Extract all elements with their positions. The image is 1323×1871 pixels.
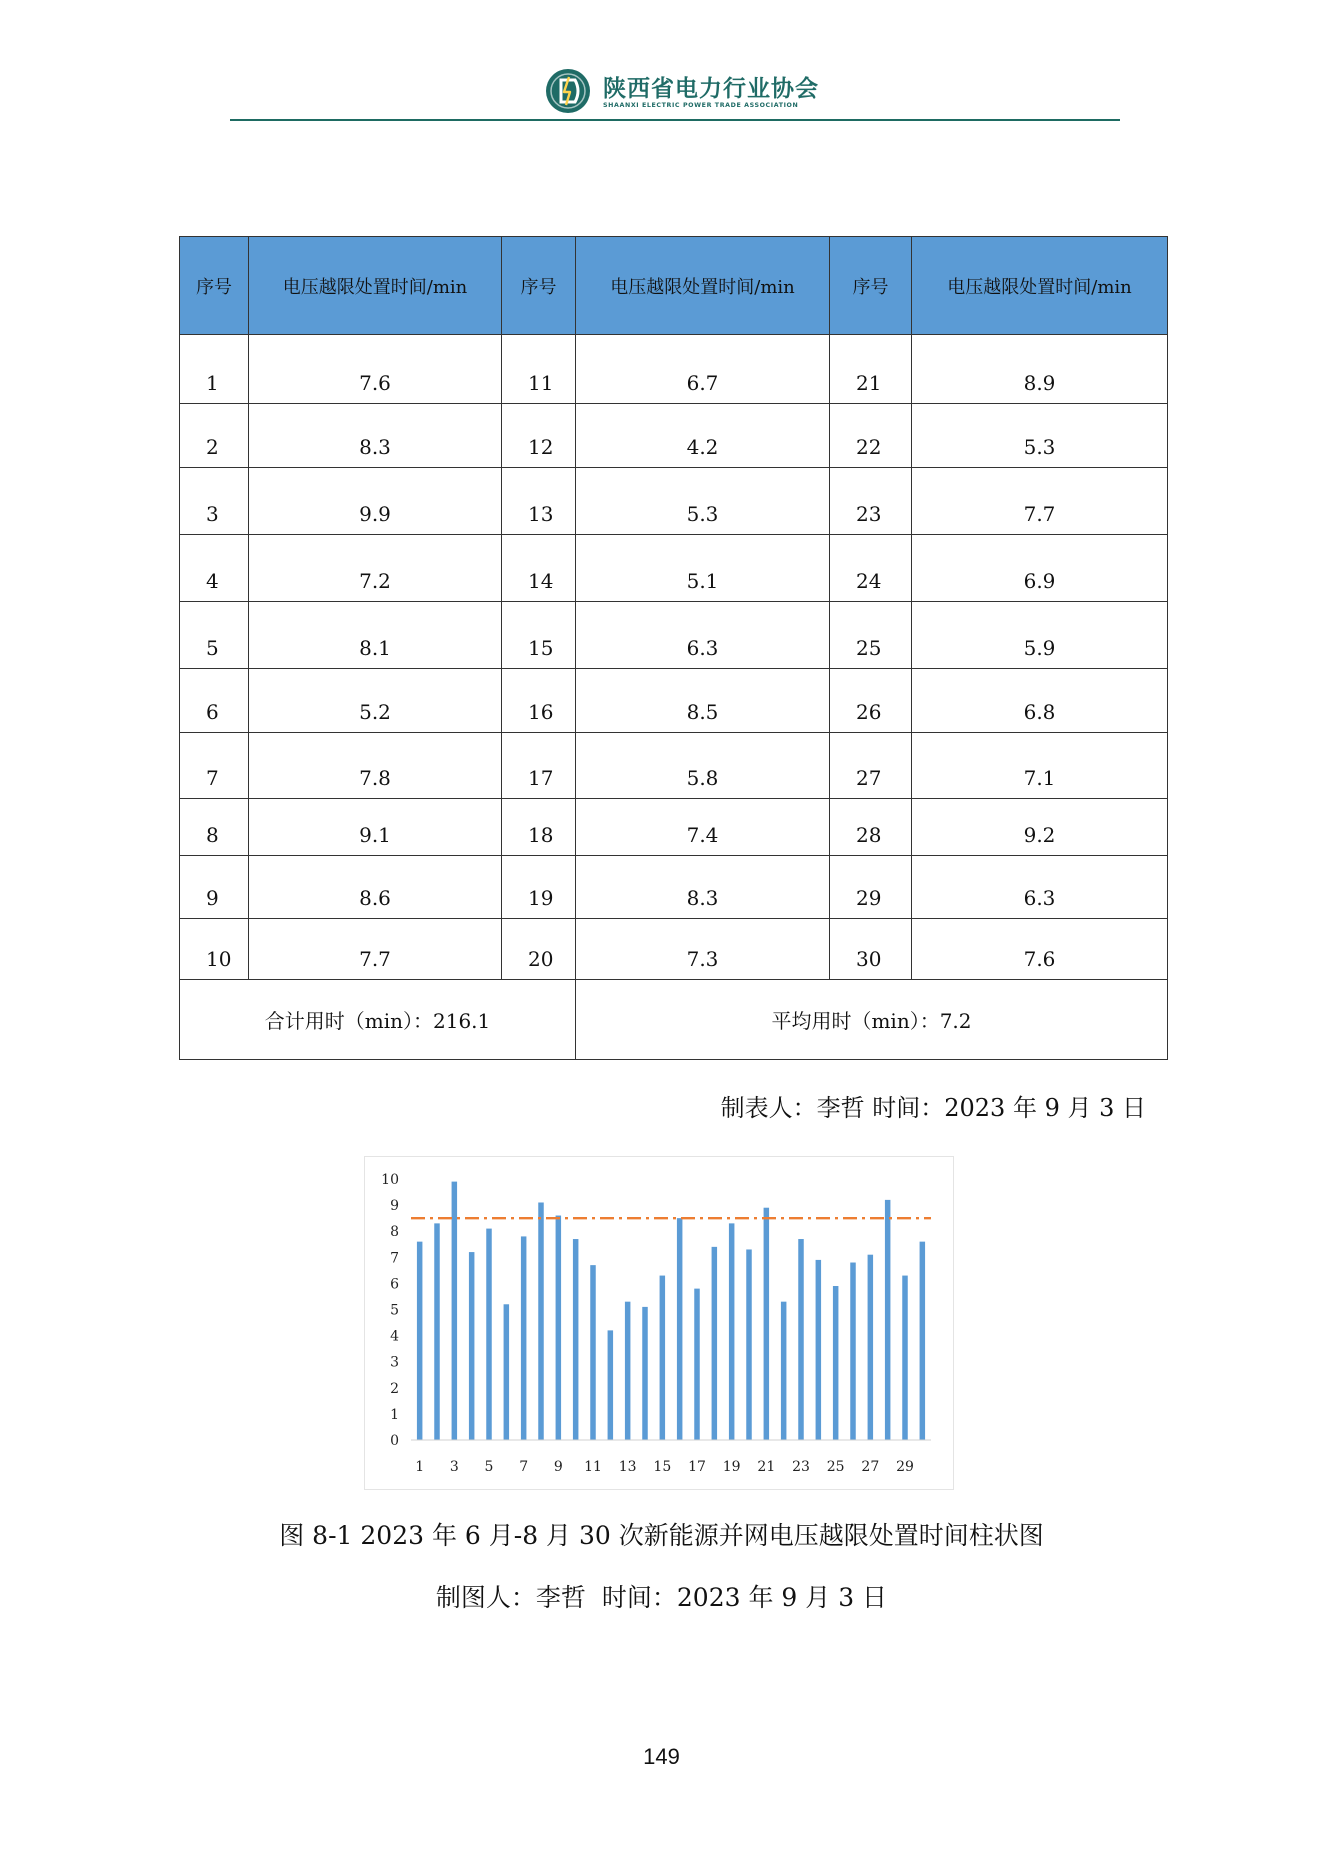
header-divider (230, 119, 1120, 121)
time-cell: 7.1 (912, 733, 1168, 799)
y-tick-label: 4 (390, 1328, 399, 1345)
x-tick-label: 25 (826, 1459, 845, 1475)
index-cell: 6 (180, 669, 249, 733)
index-cell: 29 (830, 856, 912, 919)
index-cell: 28 (830, 799, 912, 856)
index-cell: 1 (180, 335, 249, 404)
y-tick-label: 0 (390, 1433, 399, 1449)
table-row (180, 404, 1168, 468)
bar-8 (538, 1202, 544, 1440)
x-tick-label: 29 (896, 1459, 914, 1475)
y-tick-label: 1 (390, 1406, 399, 1423)
time-cell: 5.1 (576, 535, 830, 602)
page-number: 149 (643, 1744, 680, 1769)
table-row (180, 919, 1168, 980)
association-name: 陕西省电力行业协会 (603, 76, 819, 102)
bar-1 (417, 1242, 423, 1440)
header-handling-time: 电压越限处置时间/min (249, 237, 502, 335)
average-time-cell (576, 980, 1168, 1060)
x-tick-label: 21 (757, 1459, 776, 1475)
time-cell: 6.3 (576, 602, 830, 669)
index-cell: 24 (830, 535, 912, 602)
time-cell: 8.1 (249, 602, 502, 669)
bar-10 (573, 1239, 579, 1440)
association-logo (545, 68, 825, 114)
y-tick-label: 6 (390, 1276, 399, 1293)
table-body (180, 335, 1168, 980)
x-tick-label: 9 (553, 1459, 563, 1475)
index-cell: 30 (830, 919, 912, 980)
bar-28 (885, 1200, 891, 1440)
y-tick-label: 7 (390, 1250, 399, 1267)
table-header-row (180, 237, 1168, 335)
y-tick-label: 8 (390, 1224, 399, 1241)
time-cell: 7.3 (576, 919, 830, 980)
table-row (180, 535, 1168, 602)
time-cell: 7.4 (576, 799, 830, 856)
time-cell: 9.2 (912, 799, 1168, 856)
time-cell: 8.3 (249, 404, 502, 468)
time-cell: 7.8 (249, 733, 502, 799)
bar-2 (434, 1223, 440, 1440)
time-cell: 7.7 (912, 468, 1168, 535)
bar-19 (729, 1223, 735, 1440)
x-tick-label: 5 (484, 1459, 494, 1475)
time-cell: 9.9 (249, 468, 502, 535)
table-row (180, 669, 1168, 733)
index-cell: 15 (502, 602, 576, 669)
figure-date: 时间：2023 年 9 月 3 日 (601, 1583, 888, 1612)
total-time-cell (180, 980, 576, 1060)
bar-6 (504, 1304, 510, 1440)
time-cell: 8.5 (576, 669, 830, 733)
table-row (180, 468, 1168, 535)
bar-16 (677, 1218, 683, 1440)
table-row (180, 733, 1168, 799)
x-tick-label: 1 (415, 1459, 425, 1475)
bar-15 (660, 1276, 666, 1440)
time-cell: 9.1 (249, 799, 502, 856)
bar-25 (833, 1286, 839, 1440)
bar-23 (798, 1239, 804, 1440)
bar-7 (521, 1236, 527, 1440)
voltage-limit-handling-table (179, 236, 1168, 1060)
bar-11 (590, 1265, 596, 1440)
x-tick-label: 27 (861, 1459, 880, 1475)
bar-20 (746, 1249, 752, 1440)
bar-24 (816, 1260, 822, 1440)
index-cell: 18 (502, 799, 576, 856)
bar-3 (452, 1182, 458, 1440)
x-tick-label: 23 (792, 1459, 810, 1475)
time-cell: 6.3 (912, 856, 1168, 919)
association-name-english: SHAANXI ELECTRIC POWER TRADE ASSOCIATION (603, 102, 799, 109)
table-credit: 制表人：李哲 时间：2023 年 9 月 3 日 (720, 1094, 1146, 1122)
figure-author: 制图人：李哲 (435, 1583, 586, 1612)
x-tick-label: 7 (519, 1459, 529, 1475)
index-cell: 9 (180, 856, 249, 919)
y-tick-label: 2 (390, 1380, 399, 1397)
time-cell: 8.6 (249, 856, 502, 919)
index-cell: 4 (180, 535, 249, 602)
index-cell: 3 (180, 468, 249, 535)
time-cell: 5.3 (576, 468, 830, 535)
index-cell: 13 (502, 468, 576, 535)
y-tick-label: 5 (390, 1302, 399, 1319)
header-index: 序号 (502, 237, 576, 335)
bar-4 (469, 1252, 475, 1440)
time-cell: 4.2 (576, 404, 830, 468)
time-cell: 8.9 (912, 335, 1168, 404)
time-cell: 6.9 (912, 535, 1168, 602)
table-row (180, 799, 1168, 856)
bar-26 (850, 1263, 856, 1440)
time-cell: 5.8 (576, 733, 830, 799)
bar-29 (902, 1276, 908, 1440)
index-cell: 16 (502, 669, 576, 733)
table-row (180, 856, 1168, 919)
time-cell: 6.8 (912, 669, 1168, 733)
index-cell: 8 (180, 799, 249, 856)
bar-27 (868, 1255, 874, 1440)
index-cell: 10 (180, 919, 249, 980)
x-tick-label: 11 (584, 1459, 602, 1475)
x-tick-label: 3 (449, 1459, 459, 1475)
table-row (180, 602, 1168, 669)
index-cell: 17 (502, 733, 576, 799)
time-cell: 5.9 (912, 602, 1168, 669)
total-time-label: 合计用时（min）：216.1 (264, 1009, 491, 1033)
y-tick-label: 3 (390, 1354, 399, 1371)
index-cell: 23 (830, 468, 912, 535)
bar-9 (556, 1216, 562, 1440)
time-cell: 5.3 (912, 404, 1168, 468)
x-tick-label: 19 (722, 1459, 741, 1475)
index-cell: 26 (830, 669, 912, 733)
index-cell: 21 (830, 335, 912, 404)
index-cell: 20 (502, 919, 576, 980)
figure-credit (0, 1578, 1323, 1614)
index-cell: 25 (830, 602, 912, 669)
header-index: 序号 (830, 237, 912, 335)
time-cell: 5.2 (249, 669, 502, 733)
bar-22 (781, 1302, 787, 1440)
index-cell: 14 (502, 535, 576, 602)
index-cell: 19 (502, 856, 576, 919)
time-cell: 7.6 (912, 919, 1168, 980)
index-cell: 12 (502, 404, 576, 468)
header-handling-time: 电压越限处置时间/min (912, 237, 1168, 335)
index-cell: 7 (180, 733, 249, 799)
index-cell: 5 (180, 602, 249, 669)
bar-5 (486, 1229, 492, 1440)
bar-14 (642, 1307, 648, 1440)
bar-17 (694, 1289, 700, 1440)
x-tick-label: 15 (653, 1459, 672, 1475)
association-emblem-icon (545, 68, 591, 114)
bar-chart (364, 1156, 954, 1490)
x-tick-label: 13 (618, 1459, 637, 1475)
average-time-label: 平均用时（min）：7.2 (771, 1009, 972, 1033)
index-cell: 22 (830, 404, 912, 468)
time-cell: 6.7 (576, 335, 830, 404)
header-handling-time: 电压越限处置时间/min (576, 237, 830, 335)
time-cell: 8.3 (576, 856, 830, 919)
header-index: 序号 (180, 237, 249, 335)
time-cell: 7.6 (249, 335, 502, 404)
y-tick-label: 10 (381, 1172, 399, 1188)
page-header (230, 60, 1120, 122)
index-cell: 2 (180, 404, 249, 468)
bar-18 (712, 1247, 718, 1440)
x-tick-label: 17 (688, 1459, 706, 1475)
bar-30 (920, 1242, 926, 1440)
time-cell: 7.7 (249, 919, 502, 980)
time-cell: 7.2 (249, 535, 502, 602)
bar-chart-svg (365, 1157, 953, 1489)
bar-12 (608, 1330, 614, 1440)
table-row (180, 335, 1168, 404)
bar-13 (625, 1302, 631, 1440)
index-cell: 11 (502, 335, 576, 404)
bar-21 (764, 1208, 770, 1440)
figure-caption: 图 8-1 2023 年 6 月-8 月 30 次新能源并网电压越限处置时间柱状图 (279, 1521, 1044, 1550)
y-tick-label: 9 (390, 1198, 399, 1215)
table-summary-row (180, 980, 1168, 1060)
index-cell: 27 (830, 733, 912, 799)
